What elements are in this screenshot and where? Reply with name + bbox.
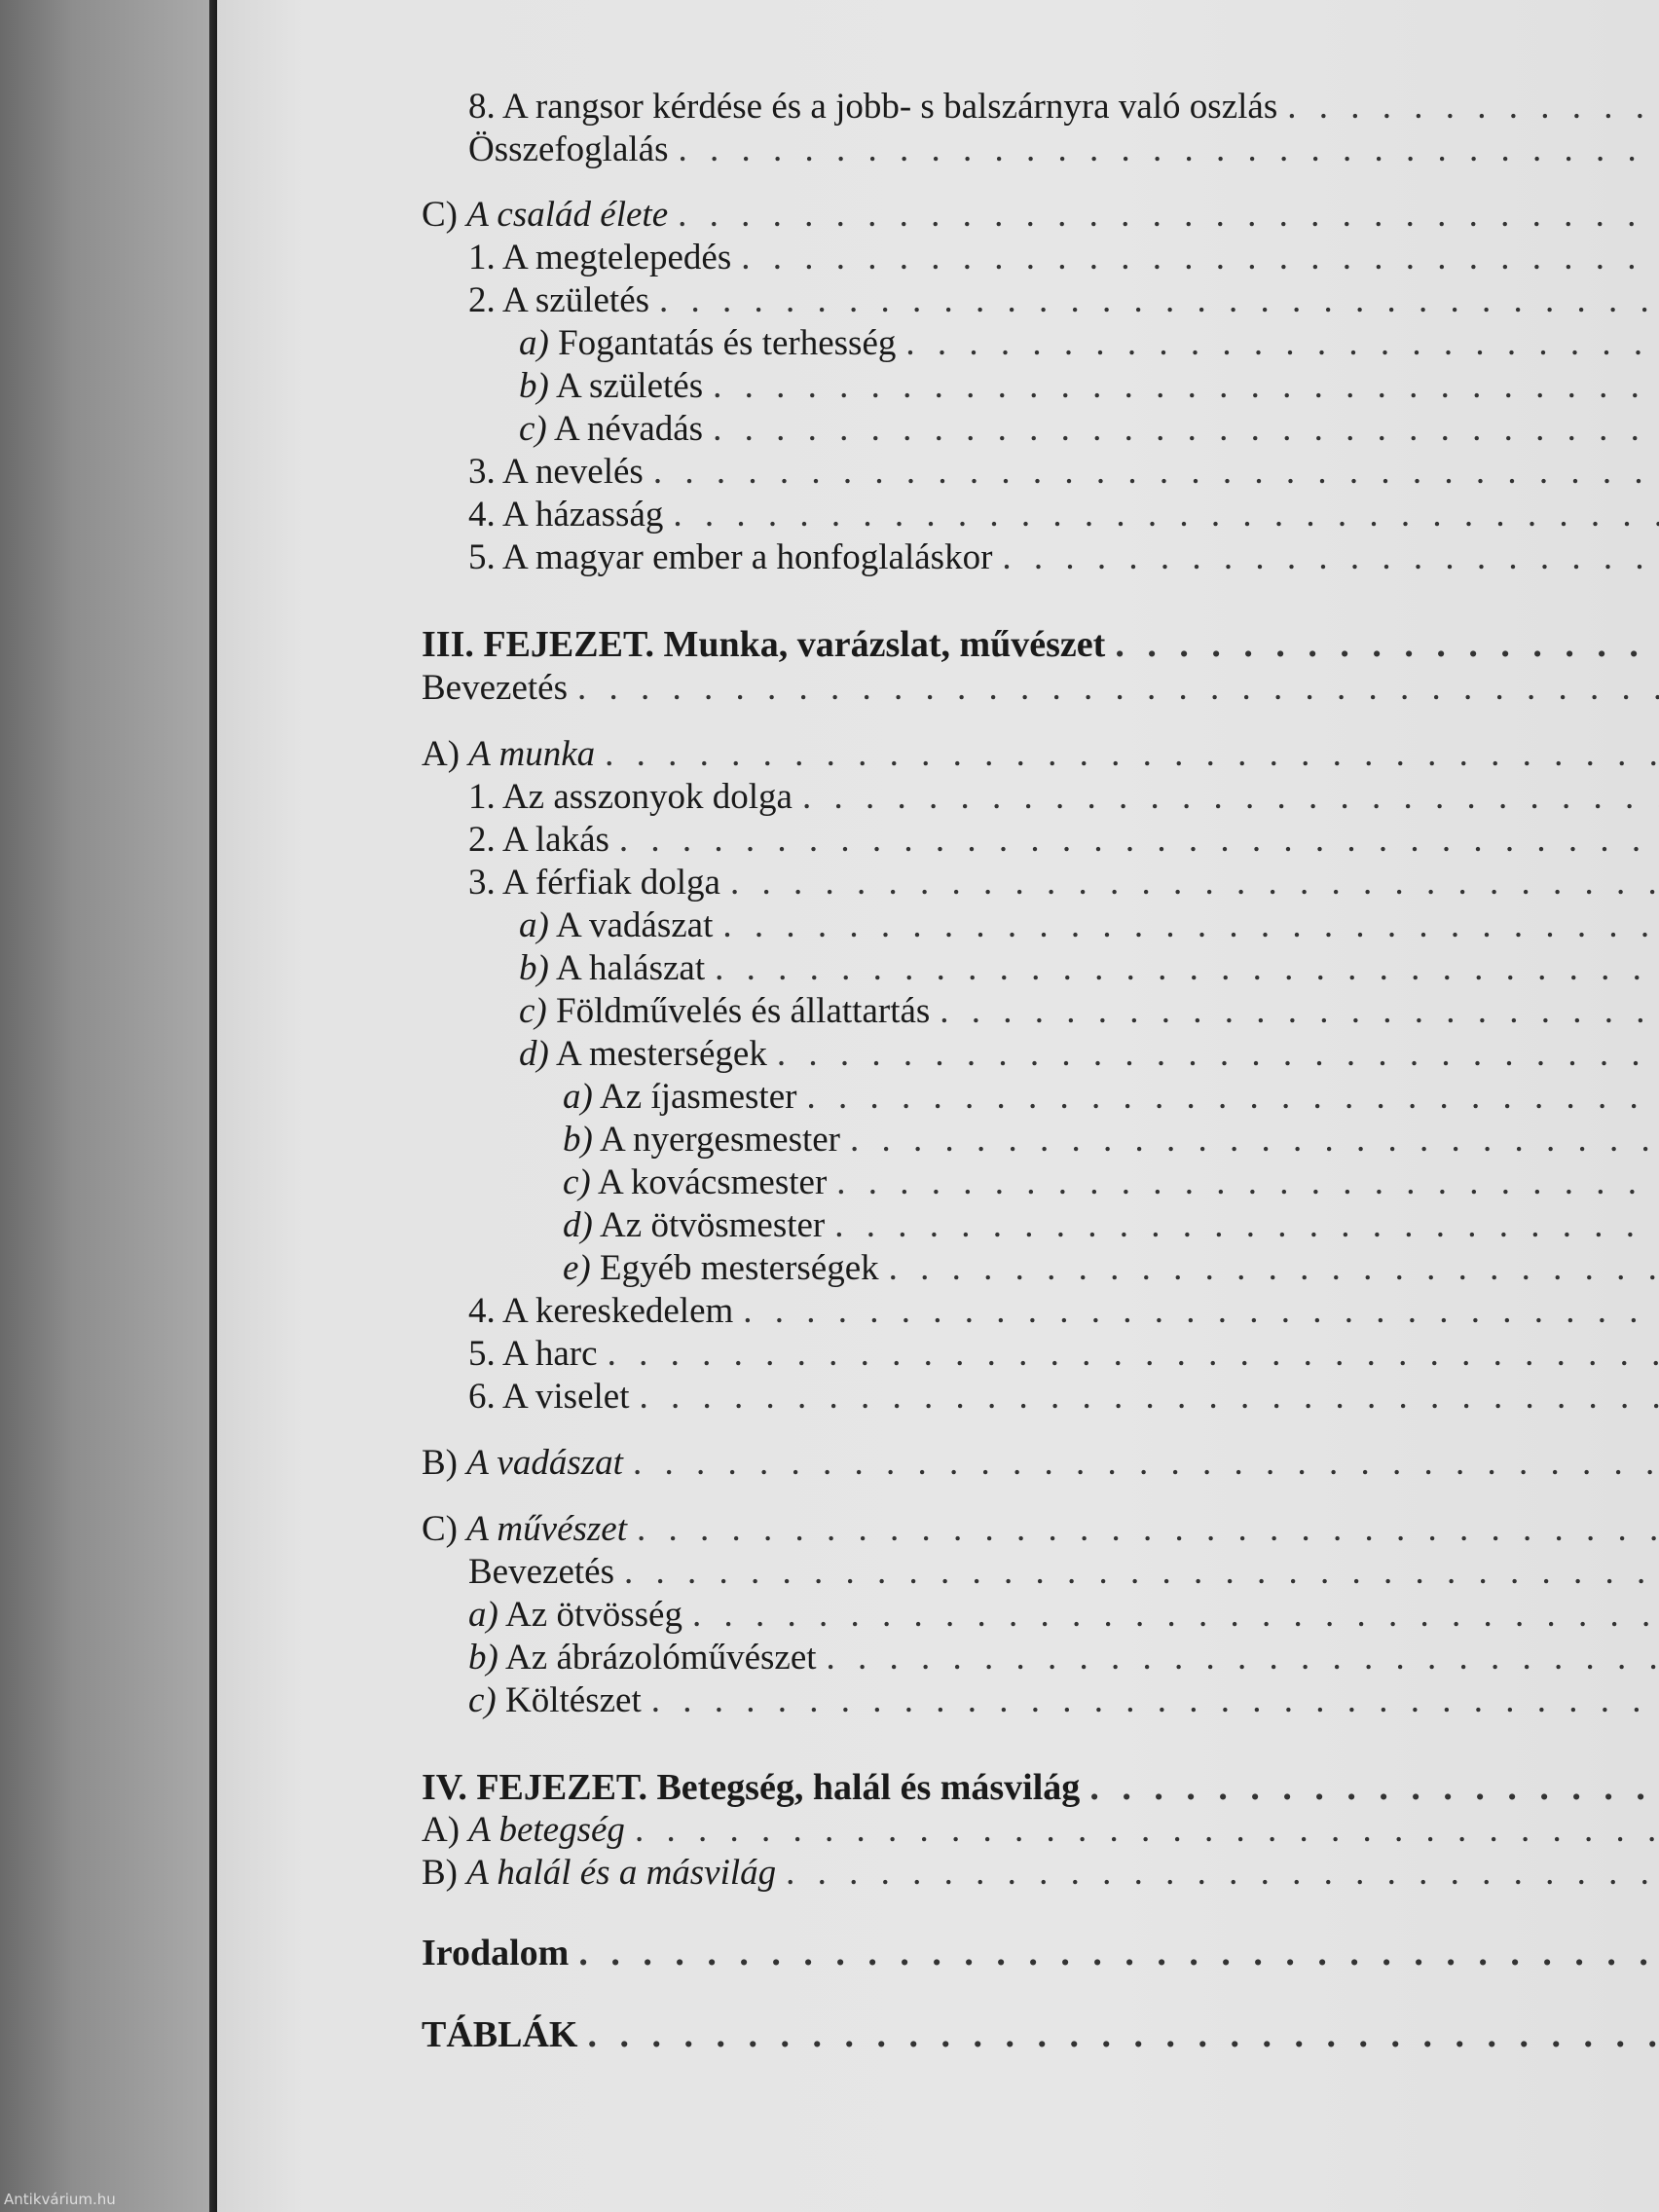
toc-leader-dots <box>730 862 1659 904</box>
toc-leader-dots <box>715 947 1659 990</box>
toc-leader-dots <box>659 279 1659 322</box>
toc-leader-dots <box>577 667 1659 710</box>
toc-entry-label <box>422 623 1105 666</box>
toc-entry <box>422 2013 1659 2056</box>
toc-entry-title: Költészet <box>505 1680 642 1720</box>
toc-leader-dots <box>850 1119 1659 1161</box>
toc-entry-title: A névadás <box>553 409 704 449</box>
toc-entry-label <box>519 365 703 408</box>
toc-leader-dots <box>633 1442 1659 1485</box>
toc-entry <box>422 1508 1659 1551</box>
toc-leader-dots <box>578 1932 1659 1974</box>
toc-entry-prefix: a) <box>468 1595 498 1635</box>
watermark: Antikvárium.hu <box>4 2191 116 2208</box>
toc-entry-title: 1. A megtelepedés <box>468 238 732 277</box>
toc-entry-label <box>519 947 705 990</box>
toc-entry-label <box>422 1852 776 1895</box>
toc-entry-label <box>422 1508 627 1551</box>
toc-entry <box>422 776 1659 819</box>
toc-entry-prefix: b) <box>519 948 549 988</box>
toc-entry <box>422 862 1659 904</box>
toc-entry-prefix: c) <box>563 1162 591 1202</box>
toc-entry-title: 6. A viselet <box>468 1377 630 1417</box>
toc-entry-prefix: b) <box>563 1120 593 1160</box>
toc-leader-dots <box>713 408 1659 451</box>
toc-entry-label <box>468 279 649 322</box>
toc-entry <box>422 536 1659 579</box>
toc-entry-title: A betegség <box>468 1810 625 1850</box>
toc-entry <box>422 322 1659 365</box>
toc-entry <box>422 1119 1659 1161</box>
toc-entry <box>422 1551 1659 1594</box>
toc-entry <box>422 733 1659 776</box>
toc-entry-title: Fogantatás és terhesség <box>558 323 897 363</box>
toc-entry <box>422 1376 1659 1419</box>
toc-entry-title: Az ötvösség <box>505 1595 682 1635</box>
toc-entry-label <box>468 862 720 904</box>
toc-entry-title: III. FEJEZET. Munka, varázslat, művészet <box>422 624 1106 665</box>
toc-entry-label <box>563 1247 879 1290</box>
toc-entry-label <box>422 1766 1080 1809</box>
toc-entry-title: 2. A születés <box>468 280 650 320</box>
toc-entry <box>422 1637 1659 1679</box>
toc-entry-label <box>468 1376 629 1419</box>
toc-entry <box>422 1290 1659 1333</box>
toc-leader-dots <box>722 904 1659 947</box>
toc-entry-label <box>422 667 568 710</box>
toc-entry-label <box>563 1119 840 1161</box>
toc-entry <box>422 86 1659 129</box>
toc-leader-dots <box>653 451 1659 494</box>
toc-entry-title: 1. Az asszonyok dolga <box>468 777 793 817</box>
toc-entry-title: 4. A kereskedelem <box>468 1291 734 1331</box>
toc-leader-dots <box>639 1376 1659 1419</box>
toc-entry-label <box>519 408 703 451</box>
toc-entry-title: A nyergesmester <box>600 1120 840 1160</box>
toc-entry <box>422 667 1659 710</box>
toc-entry-prefix: C) <box>422 195 458 235</box>
toc-leader-dots <box>624 1551 1659 1594</box>
toc-leader-dots <box>1089 1766 1659 1809</box>
toc-entry-title: Az ábrázolóművészet <box>505 1638 817 1677</box>
toc-leader-dots <box>802 776 1659 819</box>
toc-entry-label <box>519 990 930 1033</box>
toc-entry-label <box>468 1594 682 1637</box>
toc-entry-prefix: B) <box>422 1443 458 1483</box>
toc-entry <box>422 904 1659 947</box>
toc-entry <box>422 1932 1659 1974</box>
toc-leader-dots <box>679 129 1659 171</box>
toc-entry-prefix: a) <box>519 905 549 945</box>
toc-entry-label <box>468 1333 598 1376</box>
toc-entry-prefix: b) <box>519 366 549 406</box>
toc-entry <box>422 237 1659 279</box>
toc-entry-title: IV. FEJEZET. Betegség, halál és másvilág <box>422 1767 1081 1808</box>
toc-entry-prefix: A) <box>422 734 461 774</box>
toc-entry-label <box>468 1679 642 1722</box>
toc-entry-label <box>422 194 668 237</box>
toc-entry <box>422 1594 1659 1637</box>
toc-leader-dots <box>1115 623 1659 666</box>
toc-entry-label <box>468 237 731 279</box>
toc-entry-title: A vadászat <box>466 1443 623 1483</box>
toc-entry <box>422 451 1659 494</box>
toc-leader-dots <box>608 1333 1659 1376</box>
toc-leader-dots <box>692 1594 1659 1637</box>
toc-entry-title: 5. A magyar ember a honfoglaláskor <box>468 537 993 577</box>
toc-entry <box>422 1679 1659 1722</box>
toc-entry-label <box>519 1033 767 1076</box>
toc-entry <box>422 194 1659 237</box>
toc-entry-label <box>468 1637 817 1679</box>
toc-leader-dots <box>587 2013 1659 2056</box>
toc-leader-dots <box>678 194 1659 237</box>
toc-entry-title: Egyéb mesterségek <box>600 1248 879 1288</box>
toc-entry-label <box>519 904 713 947</box>
toc-entry-title: A kovácsmester <box>597 1162 828 1202</box>
toc-entry-title: A születés <box>556 366 704 406</box>
toc-entry-label <box>468 86 1277 129</box>
toc-entry <box>422 365 1659 408</box>
toc-entry-label <box>563 1161 827 1204</box>
toc-entry-label <box>468 1551 614 1594</box>
toc-entry-label <box>468 536 992 579</box>
toc-entry-label <box>468 776 793 819</box>
toc-entry <box>422 1442 1659 1485</box>
toc-entry-title: 5. A harc <box>468 1334 598 1374</box>
toc-entry-title: Összefoglalás <box>468 129 669 169</box>
toc-entry-label <box>468 494 663 536</box>
toc-entry <box>422 494 1659 536</box>
toc-entry <box>422 129 1659 171</box>
toc-entry-label <box>422 1809 625 1852</box>
toc-leader-dots <box>806 1076 1659 1119</box>
toc-entry-title: Bevezetés <box>468 1552 614 1592</box>
toc-leader-dots <box>827 1637 1659 1679</box>
toc-entry-label <box>422 2013 577 2056</box>
toc-entry-prefix: A) <box>422 1810 461 1850</box>
toc-entry <box>422 1247 1659 1290</box>
toc-entry-title: Bevezetés <box>422 668 568 708</box>
toc-entry-prefix: B) <box>422 1853 458 1893</box>
toc-entry-title: A vadászat <box>556 905 714 945</box>
toc-entry-title: A mesterségek <box>556 1034 767 1074</box>
toc-entry-label <box>468 1290 733 1333</box>
table-of-contents <box>422 86 1659 2150</box>
toc-entry <box>422 990 1659 1033</box>
toc-entry-title: 8. A rangsor kérdése és a jobb- s balszárnyra való oszlás <box>468 87 1278 127</box>
toc-entry-title: 3. A nevelés <box>468 452 644 492</box>
toc-entry-title: A munka <box>468 734 596 774</box>
toc-leader-dots <box>786 1852 1659 1895</box>
toc-entry-label <box>422 1442 623 1485</box>
toc-entry <box>422 819 1659 862</box>
toc-leader-dots <box>777 1033 1659 1076</box>
toc-entry <box>422 1033 1659 1076</box>
toc-entry <box>422 1161 1659 1204</box>
toc-entry-label <box>468 819 609 862</box>
toc-entry-title: A művészet <box>466 1509 627 1549</box>
toc-entry-label <box>422 733 595 776</box>
toc-entry <box>422 947 1659 990</box>
toc-entry-title: 3. A férfiak dolga <box>468 863 720 903</box>
toc-entry-prefix: b) <box>468 1638 498 1677</box>
book-spine <box>0 0 209 2212</box>
toc-entry-prefix: a) <box>563 1077 593 1117</box>
toc-entry-label <box>468 129 669 171</box>
toc-leader-dots <box>834 1204 1659 1247</box>
toc-entry-title: A család élete <box>466 195 669 235</box>
toc-entry <box>422 1766 1659 1809</box>
toc-leader-dots <box>637 1508 1659 1551</box>
toc-entry-prefix: d) <box>563 1205 593 1245</box>
toc-entry-prefix: c) <box>468 1680 497 1720</box>
toc-entry-prefix: c) <box>519 409 547 449</box>
toc-entry-prefix: C) <box>422 1509 458 1549</box>
toc-leader-dots <box>741 237 1659 279</box>
toc-entry <box>422 1333 1659 1376</box>
toc-entry-prefix: d) <box>519 1034 549 1074</box>
toc-leader-dots <box>713 365 1659 408</box>
toc-leader-dots <box>1287 86 1659 129</box>
toc-leader-dots <box>673 494 1659 536</box>
toc-leader-dots <box>889 1247 1659 1290</box>
toc-entry-title: Az ötvösmester <box>600 1205 826 1245</box>
toc-entry-label <box>422 1932 569 1974</box>
toc-entry-prefix: a) <box>519 323 549 363</box>
toc-entry-title: 2. A lakás <box>468 820 609 860</box>
toc-entry-title: 4. A házasság <box>468 495 664 535</box>
toc-entry-title: A halál és a másvilág <box>466 1853 777 1893</box>
toc-entry-title: TÁBLÁK <box>422 2014 578 2055</box>
toc-leader-dots <box>836 1161 1659 1204</box>
toc-entry-title: A halászat <box>556 948 706 988</box>
toc-entry <box>422 1809 1659 1852</box>
toc-entry-label <box>563 1076 796 1119</box>
toc-entry-title: Irodalom <box>422 1933 570 1973</box>
toc-entry <box>422 1076 1659 1119</box>
toc-leader-dots <box>619 819 1659 862</box>
toc-entry-prefix: c) <box>519 991 547 1031</box>
toc-leader-dots <box>1002 536 1659 579</box>
toc-leader-dots <box>940 990 1659 1033</box>
toc-entry-prefix: e) <box>563 1248 591 1288</box>
toc-entry <box>422 1852 1659 1895</box>
page-gutter-shadow <box>209 0 217 2212</box>
toc-entry <box>422 623 1659 666</box>
toc-entry <box>422 279 1659 322</box>
toc-leader-dots <box>743 1290 1659 1333</box>
toc-entry-label <box>468 451 644 494</box>
toc-leader-dots <box>635 1809 1659 1852</box>
toc-leader-dots <box>651 1679 1659 1722</box>
toc-entry <box>422 1204 1659 1247</box>
toc-entry-label <box>519 322 896 365</box>
toc-entry-title: Az íjasmester <box>600 1077 797 1117</box>
toc-entry-title: Földművelés és állattartás <box>556 991 931 1031</box>
toc-leader-dots <box>905 322 1659 365</box>
toc-entry <box>422 408 1659 451</box>
toc-leader-dots <box>605 733 1659 776</box>
book-page <box>217 0 1659 2212</box>
toc-entry-label <box>563 1204 825 1247</box>
